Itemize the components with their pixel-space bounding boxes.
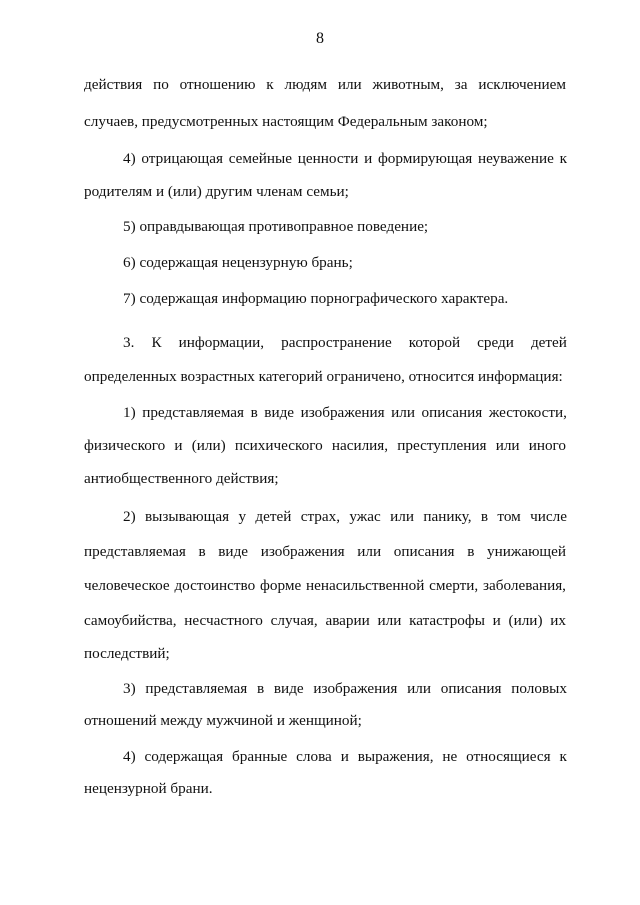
word: распространение (281, 334, 392, 351)
text-line: отношений между мужчиной и женщиной; (84, 712, 362, 729)
word: 1) (123, 404, 136, 421)
text-line: последствий; (84, 645, 170, 662)
word: изображения (300, 404, 385, 421)
word: насилия, (331, 437, 389, 454)
text-line (84, 437, 566, 455)
word: описания (440, 680, 502, 697)
word: не (442, 748, 458, 765)
word: половых (511, 680, 567, 697)
word: или (390, 508, 414, 525)
word: или (337, 76, 362, 93)
word: или (495, 437, 520, 454)
word: форме (260, 577, 302, 594)
text-line: антиобщественного действия; (84, 470, 279, 487)
word: ужас (349, 508, 381, 525)
word: психического (234, 437, 323, 454)
word: страх, (300, 508, 341, 525)
word: аварии (325, 612, 370, 629)
text-line (123, 748, 567, 766)
word: их (550, 612, 566, 629)
word: жестокости, (488, 404, 567, 421)
word: к (559, 748, 567, 765)
text-line: случаев, предусмотренных настоящим Федеральным законом; (84, 113, 488, 130)
word: семейные (228, 150, 292, 167)
word: К (151, 334, 162, 351)
text-line: 5) оправдывающая противоправное поведение; (123, 218, 429, 235)
text-line (123, 680, 567, 698)
word: у (238, 508, 247, 525)
word: (или) (508, 612, 543, 629)
word: к (266, 76, 274, 93)
word: числе (530, 508, 567, 525)
word: том (497, 508, 521, 525)
word: информации, (178, 334, 265, 351)
text-line: 7) содержащая информацию порнографического характера. (123, 290, 509, 307)
text-line (84, 76, 566, 94)
word: вызывающая (145, 508, 230, 525)
text-line: 6) содержащая нецензурную брань; (123, 254, 353, 271)
word: выражения, (357, 748, 434, 765)
word: или (377, 612, 402, 629)
word: 3) (123, 680, 136, 697)
word: людям (284, 76, 327, 93)
word: катастрофы (409, 612, 485, 629)
word: в (250, 404, 258, 421)
word: детей (530, 334, 567, 351)
word: по (153, 76, 169, 93)
word: 4) (123, 150, 136, 167)
word: виде (273, 680, 304, 697)
text-line (123, 334, 567, 352)
text-line (123, 150, 567, 168)
word: детей (255, 508, 292, 525)
word: и (174, 437, 183, 454)
word: несчастного (184, 612, 263, 629)
word: отрицающая (141, 150, 223, 167)
text-line (84, 543, 566, 561)
text-line (84, 577, 566, 595)
page-number: 8 (316, 30, 324, 47)
word: описания (421, 404, 483, 421)
word: формирующая (377, 150, 473, 167)
word: смерти, (429, 577, 479, 594)
word: и (364, 150, 373, 167)
word: человеческое (84, 577, 170, 594)
word: заболевания, (483, 577, 566, 594)
word: представляемая (142, 404, 245, 421)
text-line (84, 612, 566, 630)
word: представляемая (84, 543, 186, 560)
word: виде (264, 404, 295, 421)
word: представляемая (145, 680, 248, 697)
word: за (454, 76, 468, 93)
word: 3. (123, 334, 135, 351)
word: случая, (270, 612, 318, 629)
word: отношению (179, 76, 256, 93)
word: в (480, 508, 489, 525)
word: 2) (123, 508, 136, 525)
word: относящиеся (466, 748, 551, 765)
word: содержащая (144, 748, 224, 765)
text-line (123, 508, 567, 526)
word: или (407, 680, 431, 697)
text-line (123, 404, 567, 422)
word: самоубийства, (84, 612, 177, 629)
word: унижающей (487, 543, 566, 560)
word: преступления (397, 437, 487, 454)
word: в (467, 543, 475, 560)
word: ненасильственной (306, 577, 425, 594)
word: в (256, 680, 265, 697)
word: или (357, 543, 382, 560)
word: иного (528, 437, 566, 454)
word: которой (408, 334, 461, 351)
word: слова (296, 748, 332, 765)
word: неуважение (478, 150, 554, 167)
word: среди (477, 334, 514, 351)
word: панику, (423, 508, 472, 525)
word: ценности (297, 150, 359, 167)
word: достоинство (174, 577, 256, 594)
word: и (340, 748, 349, 765)
word: действия (84, 76, 143, 93)
word: физического (84, 437, 166, 454)
word: описания (393, 543, 455, 560)
text-line: нецензурной брани. (84, 780, 213, 797)
word: бранные (232, 748, 288, 765)
word: или (391, 404, 415, 421)
word: виде (218, 543, 249, 560)
word: и (492, 612, 501, 629)
word: (или) (191, 437, 226, 454)
word: 4) (123, 748, 136, 765)
text-line: родителям и (или) другим членам семьи; (84, 183, 349, 200)
word: в (198, 543, 206, 560)
word: животным, (372, 76, 444, 93)
word: изображения (313, 680, 398, 697)
text-line: определенных возрастных категорий ограничено, относится информация: (84, 368, 563, 385)
word: исключением (478, 76, 566, 93)
word: к (559, 150, 567, 167)
word: изображения (260, 543, 345, 560)
